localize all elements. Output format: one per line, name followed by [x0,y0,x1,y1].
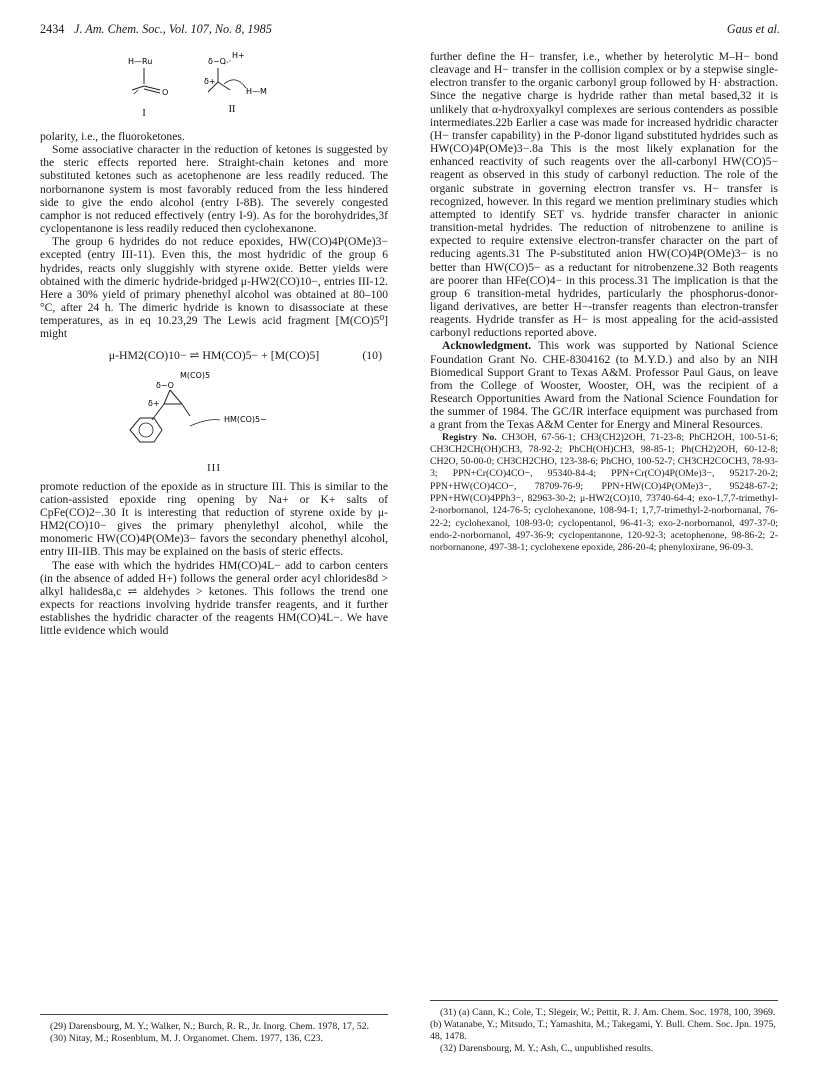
page-header [40,22,780,40]
structure-iii-metal: M(CO)5 [180,370,211,380]
footnote: (31) (a) Cann, K.; Cole, T.; Slegeir, W.; Pettit, R. J. Am. Chem. Soc. 1978, 100, 3969. (b) Watanabe, Y.; Mitsudo, T.; Yamashita, M.; Takegami, Y. Bull. Chem. Soc. Jpn. 1975, 48, 1478. [430,1007,776,1042]
paragraph: polarity, i.e., the fluoroketones. [40,130,185,143]
structure-i-label: I [142,108,146,119]
structure-iii-hydride: HM(CO)5− [224,414,267,424]
paragraph: The ease with which the hydrides HM(CO)4L− add to carbon centers (in the absence of added H+) follows the general order acyl chlorides8d > alkyl halides8a,c ⇌ aldehydes > ketones. This follows the trend one expects for reactions involving hydride transfer reagents, and it further establishes the hydridic character of the reagents HM(CO)4L−. We have little evidence which would [40,558,388,638]
running-authors: Gaus et al. [726,22,780,36]
footnotes-left [40,1014,388,1045]
footnotes-right [430,1000,778,1055]
structure-ii-label: II [228,104,236,115]
footnote: (32) Darensbourg, M. Y.; Ash, C., unpublished results. [440,1043,654,1054]
footnote-rule [430,1000,778,1001]
left-column [40,130,388,638]
structure-i-oxygen: O [162,88,169,97]
structure-iii [40,368,388,474]
paragraph: further define the H− transfer, i.e., whether by heterolytic M–H− bond cleavage and H− transfer in the collision complex or by a stepwise single-electron transfer to the organic carbonyl group followed by H· abstraction. Since the negative charge is hydride rather than metal based,32 it is unlikely that α-hydroxyalkyl complexes are serious contenders as possible intermediates.22b Earlier a case was made for increased hydridic character (H− transfer capability) in the P-donor ligand substituted hydrides such as HW(CO)4P(OMe)3−.8a This is the most likely explanation for the enhanced reactivity of such reagents over the all-carbonyl HW(CO)5− reagent as observed in this study of carbonyl reduction. The role of the organic substrate in governing electron transfer vs. H− transfer is recognized, however. In this regard we mention preliminary studies which attempted to identify SET vs. hydride transfer character in anionic transition-metal hydrides. The reduction of nitrobenzene to aniline is expected to require extensive electron-transfer character on the part of reducing agents.31 The P-substituted anion HW(CO)4P(OMe)3− is no better than HW(CO)5− as a reductant for nitrobenzene.32 Both reagents are poorer than HFe(CO)4− in this process.31 The implication is that the group 6 transition-metal hydrides, particularly the phosphorus-donor-ligand derivatives, are better H−-transfer reagents than electron-transfer reagents. Hydride transfer as H− is most appealing for the acid-assisted carbonyl reductions reported above. [430,50,778,340]
footnote: (30) Nitay, M.; Rosenblum, M. J. Organomet. Chem. 1977, 136, C23. [50,1033,323,1044]
structure-ii-proton: H+ [232,51,245,60]
paragraph: Some associative character in the reduction of ketones is suggested by the steric effects reported here. Straight-chain ketones and more substituted ketones such as acetophenone are less readily reduced. The norbornanone system is most favorably reduced from the less hindered side to give the endo alcohol (entry I-8B). The severely congested camphor is not reduced effectively (entry I-9). As for the borohydrides,3f cyclopentanone is less readily reduced then cyclohexanone. [40,143,388,236]
footnote-rule [40,1014,388,1015]
structure-ii-oxygen: δ−O [208,57,226,66]
registry-heading: Registry No. [442,431,497,443]
paragraph: The group 6 hydrides do not reduce epoxides, HW(CO)4P(OMe)3− excepted (entry III-11). Even this, the most hydridic of the group 6 hydrides, reacts only sluggishly with styrene oxide. Better yields were obtained with the dimeric hydride-bridged μ-HW2(CO)10−, entries III-12. Here a 30% yield of primary phenethyl alcohol was obtained at 80–100 °C, after 24 h. The dimeric hydride is known to disassociate at these temperatures, as in eq 10.23,29 The Lewis acid fragment [M(CO)5⁰] might [40,235,388,341]
acknowledgment [430,339,778,431]
registry-numbers [430,432,778,555]
equation-number: (10) [362,347,382,362]
structure-iii-oxygen: δ−O [156,380,174,390]
equation-10 [40,349,388,362]
structure-iii-diagram [120,368,320,464]
structure-iii-label: III [207,461,221,474]
right-column [430,50,778,555]
equation-text: μ-HM2(CO)10− ⇌ HM(CO)5− + [M(CO)5] [108,347,320,362]
journal-citation: J. Am. Chem. Soc., Vol. 107, No. 8, 1985 [74,22,272,36]
structures-i-ii [40,48,388,128]
paragraph: promote reduction of the epoxide as in structure III. This is similar to the cation-assisted epoxide ring opening by Na+ or K+ salts of CpFe(CO)2−.30 It is interesting that reduction of styrene oxide by μ-HM2(CO)10− gives the primary phenylethyl alcohol, while the monomeric HW(CO)4P(OMe)3− favors the secondary phenethyl alcohol, entry III-IIB. This may be explained on the basis of steric effects. [40,479,388,559]
structure-ii-delta-plus: δ+ [204,77,216,86]
registry-text: CH3OH, 67-56-1; CH3(CH2)2OH, 71-23-8; PhCH2OH, 100-51-6; CH3CH2CH(OH)CH3, 78-92-2; PhCH(OH)CH3, 98-85-1; Ph(CH2)2OH, 60-12-8; CH2O, 50-00-0; CH3CH2CHO, 123-38-6; PhCHO, 100-52-7; CH3CH2COCH3, 78-93-3; PPN+Cr(CO)4CO−, 95340-84-4; PPN+Cr(CO)4P(OMe)3−, 95217-20-2; PPN+HW(CO)4CO−, 78709-76-9; PPN+HW(CO)4P(OMe)3−, 95248-67-2; PPN+HW(CO)4PPh3−, 82963-30-2; μ-HW2(CO)10, 73740-64-4; exo-1,7,7-trimethyl-2-norbornanol, 124-76-5; cyclohexanone, 108-94-1; 1,7,7-trimethyl-2-norbornanal, 76-22-2; cyclohexanol, 108-93-0; cyclopentanol, 96-41-3; exo-2-norbornanol, 497-37-0; endo-2-norbornanol, 497-36-9; cyclopentanone, 120-92-3; acetophenone, 98-86-2; 2-norbornanone, 497-38-1; cyclohexene epoxide, 286-20-4; phenyloxirane, 96-09-3. [430,431,778,554]
structure-iii-delta-plus: δ+ [148,398,160,408]
structure-diagram [120,48,360,128]
page-number: 2434 [40,22,65,36]
structure-ii-hm: H—M [246,87,267,96]
acknowledgment-text: This work was supported by National Science Foundation Grant No. CHE-8304162 (to M.Y.D.) and also by an NIH Biomedical Support Grant to Texas A&M. Professor Paul Gaus, on leave from the College of Wooster, Wooster, OH, was the recipient of a Research Opportunities Award from the National Science Foundation for the summer of 1984. The GC/IR interface equipment was purchased from a grant from the Texas A&M Center for Energy and Mineral Resources. [430,339,778,432]
footnote: (29) Darensbourg, M. Y.; Walker, N.; Burch, R. R., Jr. Inorg. Chem. 1978, 17, 52. [50,1021,370,1032]
acknowledgment-heading: Acknowledgment. [442,339,532,353]
structure-i-ru: H—Ru [128,57,153,66]
